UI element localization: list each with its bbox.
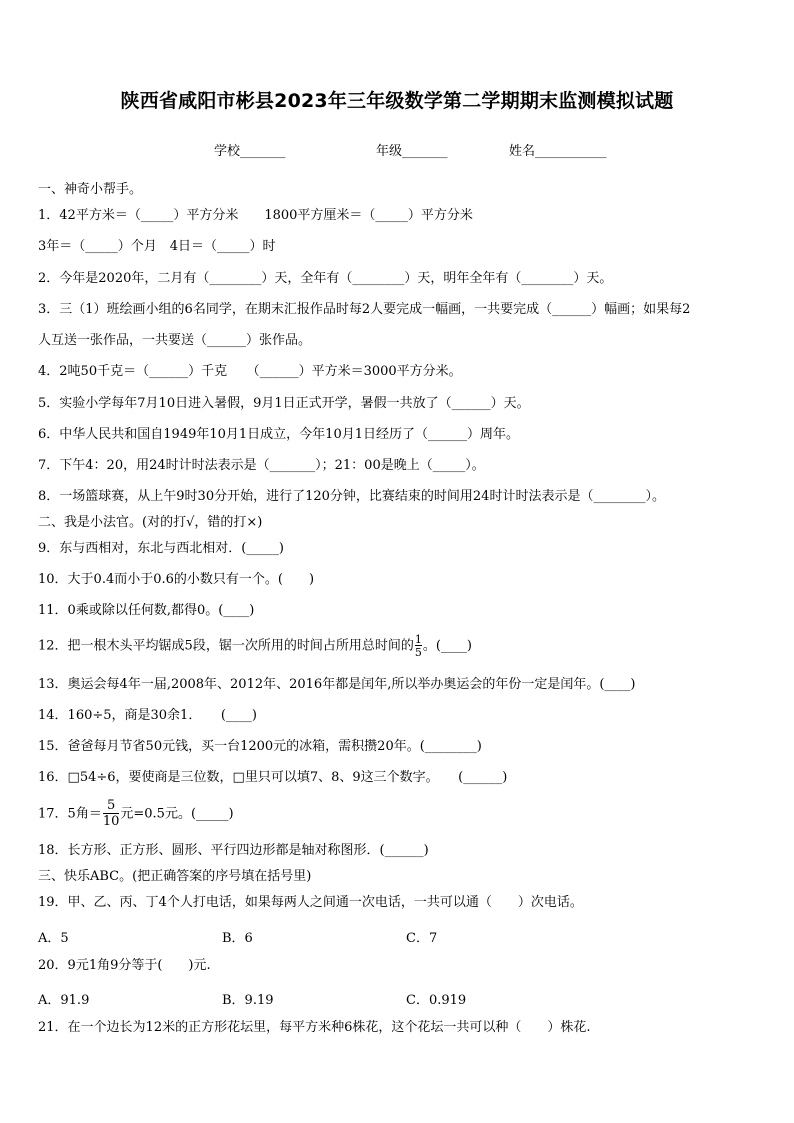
question-19: 19．甲、乙、丙、丁4个人打电话，如果每两人之间通一次电话，一共可以通（ ）次电话。 (38, 895, 583, 910)
question-17 (38, 799, 234, 829)
question-4: 4．2吨50千克＝（______）千克 （______）平方米＝3000平方分米。 (38, 364, 462, 379)
school-field (214, 140, 286, 159)
question-13: 13．奥运会每4年一届,2008年、2012年、2016年都是闰年,所以举办奥运会的年份一定是闰年。(____) (38, 677, 636, 692)
q19-option-a[interactable]: A．5 (38, 931, 69, 946)
question-16: 16．□54÷6，要使商是三位数，□里只可以填7、8、9这三个数字。 (______) (38, 770, 508, 785)
grade-field (376, 140, 448, 159)
school-blank[interactable]: _______ (240, 144, 286, 159)
q19-option-c[interactable]: C．7 (406, 931, 438, 946)
question-20: 20．9元1角9分等于( )元. (38, 958, 211, 973)
grade-label: 年级 (376, 144, 403, 159)
question-1b: 3年＝（_____）个月 4日＝（_____）时 (38, 239, 276, 254)
question-12-tail: 。(____) (422, 638, 472, 654)
question-1a: 1．42平方米＝（_____）平方分米 1800平方厘米＝（_____）平方分米 (38, 208, 473, 223)
question-7: 7．下午4：20，用24时计时法表示是（_______）；21：00是晚上（_____）。 (38, 458, 485, 473)
section-3-heading: 三、快乐ABC。(把正确答案的序号填在括号里) (38, 869, 312, 884)
fraction-one-fifth (415, 634, 422, 658)
question-5: 5．实验小学每年7月10日进入暑假，9月1日正式开学，暑假一共放了（______）天。 (38, 396, 530, 411)
fraction-numerator: 5 (106, 798, 116, 813)
question-17-tail: 元=0.5元。(_____) (120, 806, 234, 822)
question-8: 8．一场篮球赛，从上午9时30分开始，进行了120分钟，比赛结束的时间用24时计时法表示是（________）。 (38, 489, 665, 504)
section-2-heading: 二、我是小法官。(对的打√，错的打×) (38, 515, 263, 530)
question-14: 14．160÷5，商是30余1． (____) (38, 708, 257, 723)
school-label: 学校 (214, 144, 241, 159)
question-15: 15．爸爸每月节省50元钱，买一台1200元的冰箱，需积攒20年。(________) (38, 739, 482, 754)
question-12-text: 12．把一根木头平均锯成5段，锯一次所用的时间占所用总时间的 (38, 638, 414, 654)
q20-option-b[interactable]: B．9.19 (222, 993, 274, 1008)
section-1-heading: 一、神奇小帮手。 (38, 182, 143, 197)
page-title: 陕西省咸阳市彬县2023年三年级数学第二学期期末监测模拟试题 (120, 90, 674, 112)
q20-option-c[interactable]: C．0.919 (406, 993, 467, 1008)
question-21: 21．在一个边长为12米的正方形花坛里，每平方米种6株花，这个花坛一共可以种（ ）株花. (38, 1020, 591, 1035)
question-6: 6．中华人民共和国自1949年10月1日成立，今年10月1日经历了（______）周年。 (38, 427, 519, 442)
name-blank[interactable]: ___________ (535, 144, 607, 159)
name-label: 姓名 (509, 144, 536, 159)
grade-blank[interactable]: _______ (402, 144, 448, 159)
question-9: 9．东与西相对，东北与西北相对．(_____) (38, 541, 284, 556)
question-2: 2．今年是2020年，二月有（________）天，全年有（________）天，明年全年有（________）天。 (38, 271, 613, 286)
fraction-five-tenths (103, 799, 120, 829)
name-field (509, 140, 607, 159)
question-11: 11．0乘或除以任何数,都得0。(____) (38, 603, 255, 618)
q20-option-a[interactable]: A．91.9 (38, 993, 90, 1008)
fraction-denominator: 10 (102, 814, 120, 829)
question-3b: 人互送一张作品，一共要送（______）张作品。 (38, 333, 312, 348)
question-18: 18．长方形、正方形、圆形、平行四边形都是轴对称图形．(______) (38, 843, 429, 858)
fraction-numerator: 1 (414, 633, 422, 646)
question-10: 10．大于0.4而小于0.6的小数只有一个。( ) (38, 572, 315, 587)
fraction-denominator: 5 (414, 646, 422, 659)
question-12 (38, 634, 472, 658)
question-17-text: 17．5角＝ (38, 806, 102, 822)
q19-option-b[interactable]: B．6 (222, 931, 253, 946)
question-3a: 3．三（1）班绘画小组的6名同学，在期末汇报作品时每2人要完成一幅画，一共要完成（______）幅画；如果每2 (38, 302, 691, 317)
